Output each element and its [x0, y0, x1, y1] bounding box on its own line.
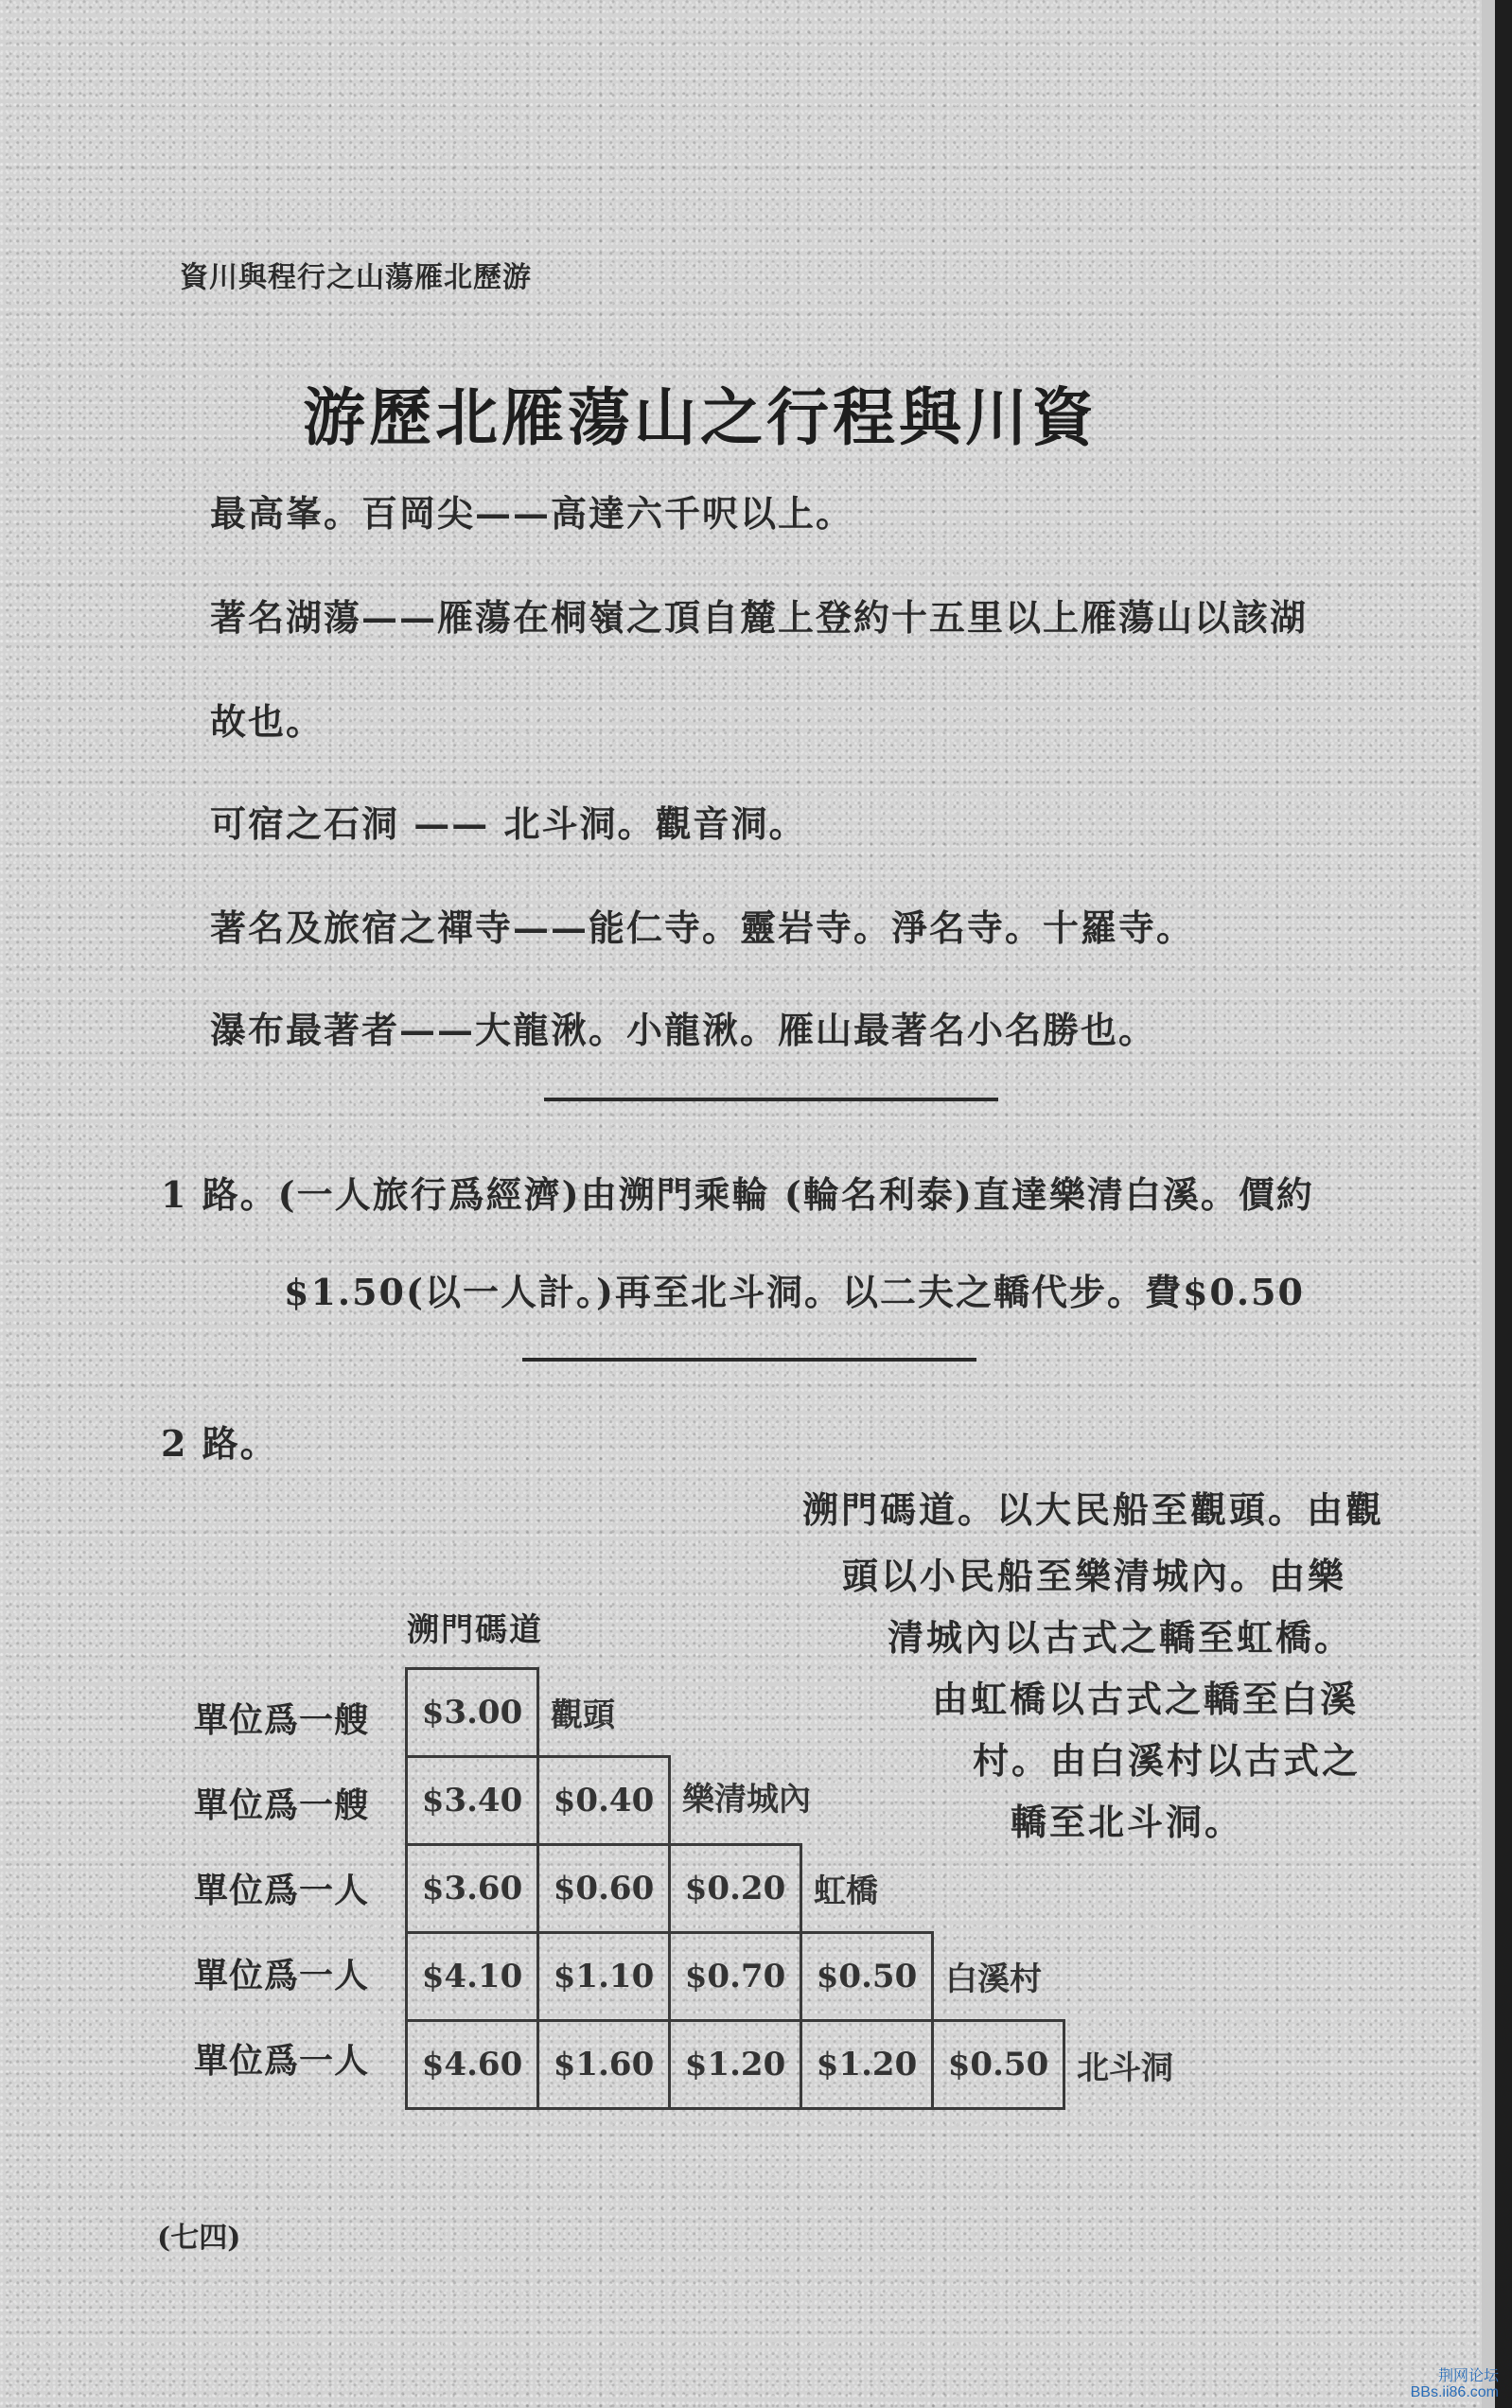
info-famous-lake-cont: 故也。 — [210, 700, 325, 743]
route2-description-line: 頭以小民船至樂清城內。由樂 — [842, 1555, 1347, 1597]
info-temples: 著名及旅宿之禪寺——能仁寺。靈岩寺。淨名寺。十羅寺。 — [210, 906, 1195, 949]
info-famous-lake: 著名湖蕩——雁蕩在桐嶺之頂自麓上登約十五里以上雁蕩山以該湖 — [210, 596, 1309, 639]
fare-cell: $0.50 — [933, 2021, 1064, 2109]
row-unit: 單位爲一人 — [194, 1956, 370, 1995]
row-unit: 單位爲一艘 — [194, 1785, 370, 1825]
info-caves: 可宿之石洞 —— 北斗洞。觀音洞。 — [210, 802, 807, 845]
fare-cell: $0.50 — [801, 1933, 933, 2021]
fare-cell: $3.40 — [407, 1757, 538, 1845]
fare-cell: $1.20 — [670, 2021, 801, 2109]
fare-cell: $1.10 — [538, 1933, 670, 2021]
fare-cell: $0.60 — [538, 1845, 670, 1933]
page-number: (七四) — [157, 2222, 241, 2255]
row-unit: 單位爲一人 — [194, 2041, 370, 2081]
info-waterfalls: 瀑布最著者——大龍湫。小龍湫。雁山最著名小名勝也。 — [210, 1009, 1157, 1051]
route1-line1: 1 路。(一人旅行爲經濟)由溯門乘輪 (輪名利泰)直達樂清白溪。價約 — [161, 1173, 1314, 1216]
divider — [544, 1098, 998, 1101]
route2-description-line: 清城內以古式之轎至虹橋。 — [888, 1616, 1354, 1659]
scan-edge — [1495, 0, 1512, 2408]
table-row — [407, 1669, 1206, 1757]
scan-edge-shadow — [1482, 0, 1495, 2408]
route2-label: 2 路。 — [161, 1422, 278, 1465]
fare-table — [405, 1667, 1205, 2110]
route2-description-line: 溯門碼道。以大民船至觀頭。由觀 — [802, 1488, 1385, 1531]
fare-cell: $1.60 — [538, 2021, 670, 2109]
stop-label: 虹橋 — [814, 1872, 878, 1910]
stop-label: 觀頭 — [551, 1696, 615, 1734]
running-head: 資川與程行之山蕩雁北歷游 — [180, 261, 532, 294]
page-title: 游歷北雁蕩山之行程與川資 — [303, 380, 1098, 454]
route1-line2: $1.50(以一人計。)再至北斗洞。以二夫之轎代步。費$0.50 — [284, 1271, 1305, 1313]
row-unit: 單位爲一人 — [194, 1871, 370, 1910]
fare-cell: $3.00 — [407, 1669, 538, 1757]
forum-watermark — [1411, 2368, 1499, 2400]
table-row — [407, 2021, 1206, 2109]
fare-cell: $3.60 — [407, 1845, 538, 1933]
route2-description-line: 村。由白溪村以古式之 — [973, 1739, 1362, 1782]
stop-label: 樂清城內 — [682, 1781, 811, 1819]
row-unit: 單位爲一艘 — [194, 1700, 370, 1740]
fare-cell: $1.20 — [801, 2021, 933, 2109]
fare-cell: $4.60 — [407, 2021, 538, 2109]
route2-description-line: 由虹橋以古式之轎至白溪 — [932, 1678, 1360, 1720]
route2-description-line: 轎至北斗洞。 — [1011, 1801, 1244, 1843]
watermark-url: BBs.ii86.com — [1410, 2384, 1499, 2400]
route-origin: 溯門碼道 — [407, 1611, 543, 1649]
table-row — [407, 1933, 1206, 2021]
info-highest-peak: 最高峯。百岡尖——高達六千呎以上。 — [210, 492, 854, 535]
fare-cell: $0.70 — [670, 1933, 801, 2021]
watermark-title: 荆网论坛 — [1437, 2368, 1499, 2384]
fare-cell: $0.40 — [538, 1757, 670, 1845]
table-row — [407, 1845, 1206, 1933]
fare-cell: $4.10 — [407, 1933, 538, 2021]
divider — [522, 1358, 976, 1362]
table-row — [407, 1757, 1206, 1845]
stop-label: 白溪村 — [945, 1960, 1042, 1998]
fare-cell: $0.20 — [670, 1845, 801, 1933]
stop-label: 北斗洞 — [1077, 2048, 1173, 2087]
